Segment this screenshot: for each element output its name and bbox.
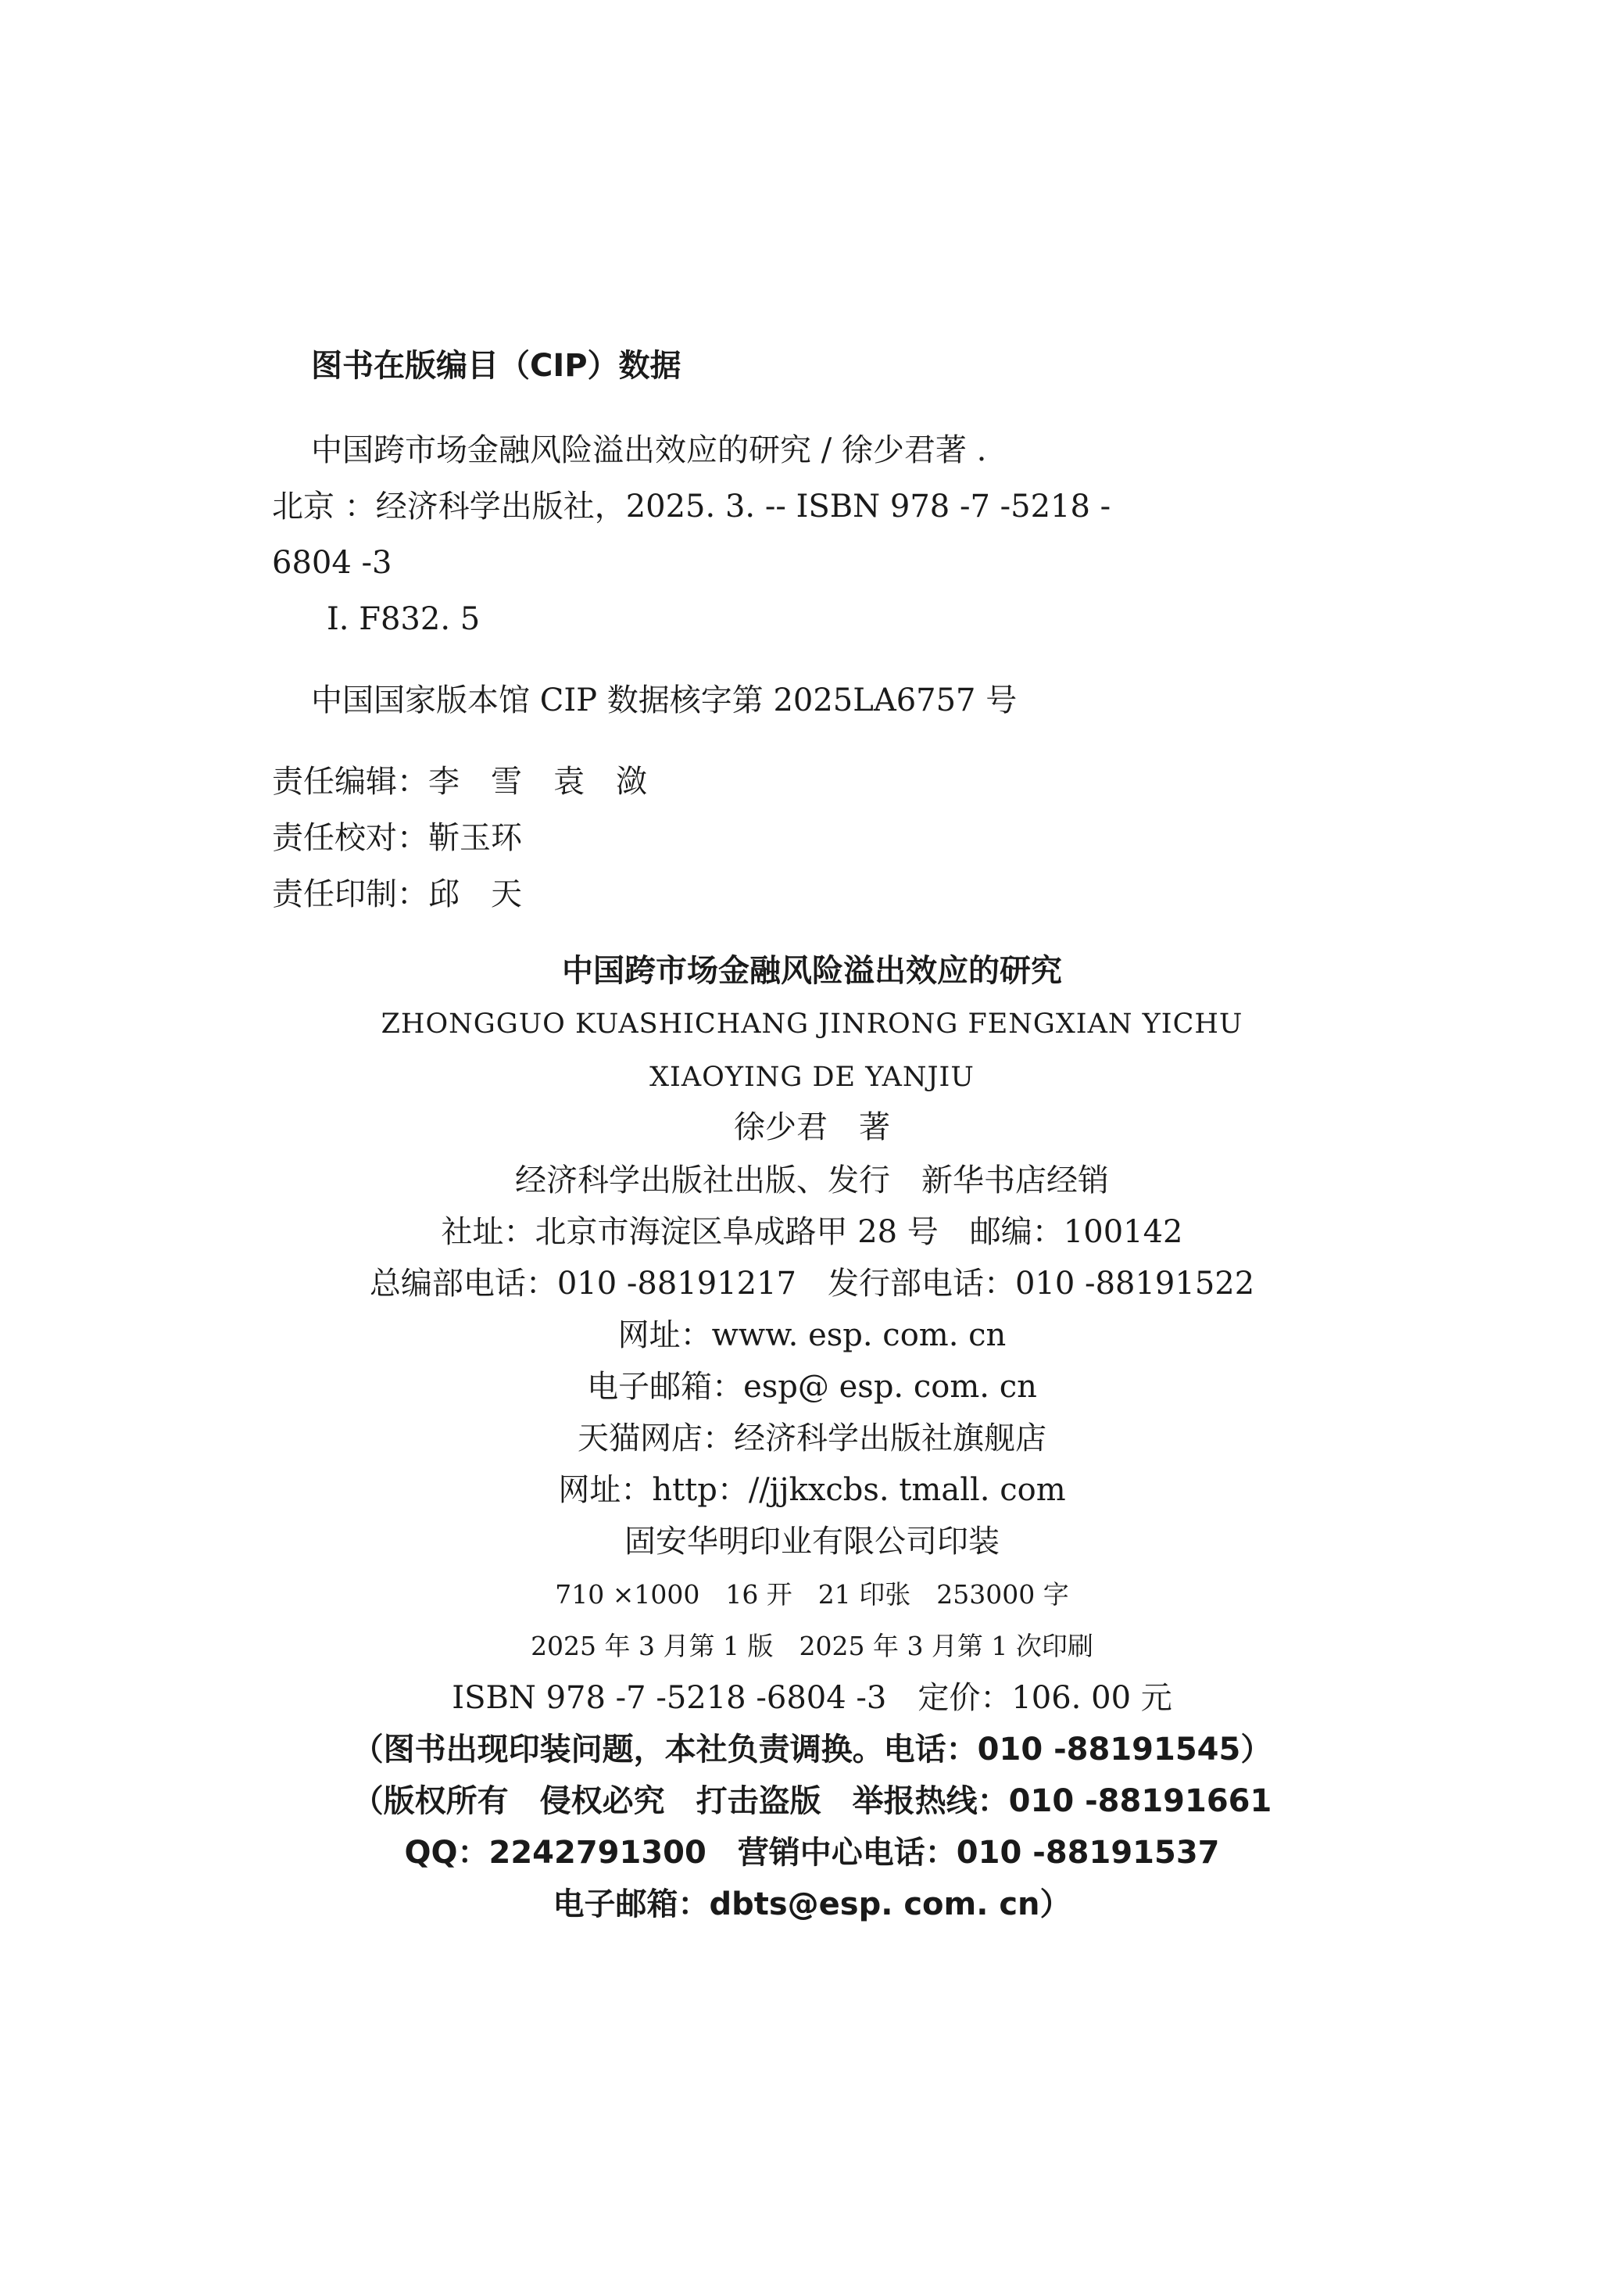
notice-contact: QQ：2242791300 营销中心电话：010 -88191537 — [404, 1835, 1220, 1871]
cip-classification: Ⅰ. F832. 5 — [327, 601, 481, 637]
tmall-url: 网址：http：//jjkxcbs. tmall. com — [558, 1472, 1066, 1508]
printer: 固安华明印业有限公司印装 — [624, 1524, 1000, 1560]
publisher-line: 经济科学出版社出版、发行 新华书店经销 — [515, 1162, 1109, 1198]
tmall-store: 天猫网店：经济科学出版社旗舰店 — [578, 1420, 1046, 1456]
notice-print-issues: （图书出现印装问题，本社负责调换。电话：010 -88191545） — [352, 1732, 1272, 1768]
cip-publication-line: 北京 ：经济科学出版社，2025. 3. -- ISBN 978 -7 -5218 - — [272, 489, 1111, 525]
book-title-pinyin-line2: XIAOYING DE YANJIU — [649, 1062, 975, 1093]
publisher-email: 电子邮箱：esp@ esp. com. cn — [587, 1369, 1037, 1405]
book-edition: 2025 年 3 月第 1 版 2025 年 3 月第 1 次印刷 — [531, 1631, 1093, 1661]
book-title: 中国跨市场金融风险溢出效应的研究 — [562, 953, 1062, 989]
publisher-website: 网址：www. esp. com. cn — [617, 1317, 1007, 1353]
cip-heading: 图书在版编目（CIP）数据 — [311, 348, 681, 384]
book-format: 710 ×1000 16 开 21 印张 253000 字 — [555, 1579, 1069, 1610]
book-author: 徐少君 著 — [734, 1109, 890, 1145]
notice-email: 电子邮箱：dbts@esp. com. cn） — [553, 1886, 1071, 1922]
publisher-address: 社址：北京市海淀区阜成路甲 28 号 邮编：100142 — [441, 1214, 1183, 1250]
cip-isbn-continuation: 6804 -3 — [272, 545, 392, 581]
book-title-pinyin-line1: ZHONGGUO KUASHICHANG JINRONG FENGXIAN YICHU — [381, 1008, 1243, 1040]
cip-title-line: 中国跨市场金融风险溢出效应的研究 / 徐少君著 . — [311, 432, 987, 468]
cip-verification-number: 中国国家版本馆 CIP 数据核字第 2025LA6757 号 — [311, 682, 1018, 718]
notice-copyright: （版权所有 侵权必究 打击盗版 举报热线：010 -88191661 — [352, 1783, 1272, 1819]
responsible-editor: 责任编辑：李 雪 袁 潋 — [272, 764, 647, 800]
publisher-phones: 总编部电话：010 -88191217 发行部电话：010 -88191522 — [369, 1266, 1255, 1302]
isbn-price: ISBN 978 -7 -5218 -6804 -3 定价：106. 00 元 — [452, 1680, 1172, 1716]
responsible-proofreader: 责任校对：靳玉环 — [272, 820, 522, 856]
responsible-printing: 责任印制：邱 天 — [272, 876, 522, 912]
